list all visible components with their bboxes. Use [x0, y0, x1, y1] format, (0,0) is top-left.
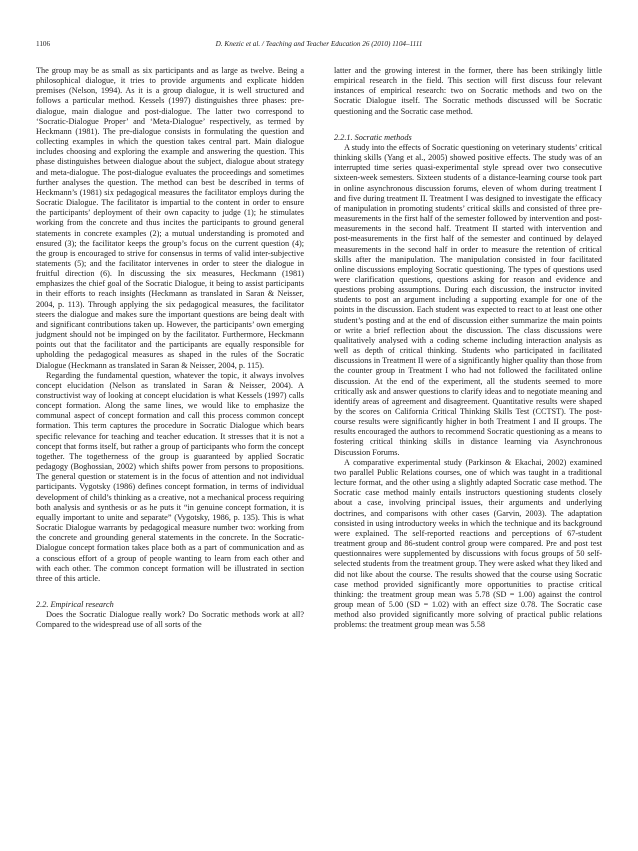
page-number: 1106	[36, 40, 51, 48]
section-heading-socratic-methods: 2.2.1. Socratic methods	[334, 132, 412, 142]
left-column	[36, 66, 304, 630]
paragraph: Does the Socratic Dialogue really work? Do Socratic methods work at all? Compared to the widespread use of all sorts of the	[36, 610, 304, 630]
right-column	[334, 66, 602, 630]
paragraph: latter and the growing interest in the former, there has been strikingly little empirical research in the field. This section will first discuss four relevant instances of empirical research: two on Socratic methods and two on the Socratic Dialogue itself. The Socratic methods discussed will be Socratic questioning and the Socratic case method.	[334, 66, 602, 116]
section-heading-empirical-research: 2.2. Empirical research	[36, 599, 114, 609]
running-header	[36, 40, 602, 52]
paragraph: Regarding the fundamental question, whatever the topic, it always involves concept elucidation (Nelson as translated in Saran & Neisser, 2004). A constructivist way of looking at concept elucidation is what Kessels (1997) calls concept formation. Along the same lines, we would like to emphasize the communal aspect of concept formation and call this process common concept formation. This term captures the procedure in Socratic Dialogue which bears specific relevance for teaching and teacher education. It stresses that it is not a concept that forms itself, but rather a group of participants who form the concept together. The togetherness of the group is guaranteed by applied Socratic pedagogy (Boghossian, 2002) which shifts power from persons to propositions. The general question or statement is in the focus of attention and not individual participants. Vygotsky (1986) defines concept formation, in terms of individual development of child’s thinking as a creative, not a mechanical process requiring both analysis and synthesis or as he puts it “in genuine concept formation, it is equally important to unite and separate” (Vygotsky, 1986, p. 135). This is what Socratic Dialogue warrants by pedagogical measure number two: working from the concrete and grounding general statements in the concrete. In the Socratic-Dialogue concept formation takes place both as a part of communication and as a conscious effort of a group of people wanting to learn from each other and with each other. The common concept formation will be illustrated in section three of this article.	[36, 370, 304, 583]
paragraph: The group may be as small as six participants and as large as twelve. Being a philosophical dialogue, it tries to provide arguments and explicate hidden premises (Nelson, 1994). As it is a group dialogue, it is well structured and follows a particular method. Kessels (1997) distinguishes three phases: pre-dialogue, main dialogue and post-dialogue. The latter two correspond to ‘Socratic-Dialogue Proper’ and ‘Meta-Dialogue’ respectively, as termed by Heckmann (1981). The pre-dialogue consists in formulating the question and collecting examples in which the question takes central part. Main dialogue includes choosing and exploring the example and answering the question. This phase distinguishes between dialogue about the subject, dialogue about strategy and meta-dialogue. The post-dialogue evaluates the proceedings and sometimes further analyses the question. The method can best be described in terms of Heckmann’s (1981) six pedagogical measures the facilitator employs during the Socratic Dialogue. The facilitator is impartial to the content in order to ensure the participants’ deployment of their own capacity to judge (1); he stimulates working from the concrete and thus incites the participants to ground general statements in concrete examples (2); a mutual understanding is promoted and ensured (3); the facilitator keeps the group’s focus on the current question (4); the group is encouraged to strive for consensus in terms of valid inter-subjective statements (5); and the facilitator intervenes in order to steer the dialogue in fruitful direction (6). In discussing the six measures, Heckmann (1981) emphasizes the chief goal of the Socratic Dialogue, it being to assist participants in their efforts to reach insights (Heckmann as translated in Saran & Neisser, 2004, p. 113). Through applying the six pedagogical measures, the facilitator steers the dialogue and makes sure the important questions are being dealt with and significant contributions taken up. However, the participants’ own emerging judgment should not be impinged on by the facilitator. Furthermore, Heckmann points out that the facilitator and the participants are equally responsible for upholding the pedagogical measures as shaped in the rules of the Socratic Dialogue (Heckmann as translated in Saran & Neisser, 2004, p. 115).	[36, 66, 304, 370]
paragraph: A comparative experimental study (Parkinson & Ekachai, 2002) examined two parallel Public Relations courses, one of which was taught in a traditional lecture format, and the other using a slightly adapted Socratic case method. The Socratic case method mainly entails instructors questioning students closely about a case, involving principal issues, their arguments and underlying doctrines, and comparisons with other cases (Garvin, 2003). The adaptation consisted in using introductory weeks in which the technique and its background were explained. The self-reported reactions and perceptions of 67-student treatment group and 86-student control group were compared. Pre and post test questionnaires were supplemented by discussions with focus groups of 50 self-selected students from the treatment group. They were asked what they liked and did not like about the course. The results showed that the course using Socratic case method provided significantly more opportunities to practise critical thinking: the treatment group mean was 5.78 (SD = 1.00) against the control group mean of 5.00 (SD = 1.02) with an effect size 0.78. The Socratic case method also provided significantly more solving of practical public relations problems: the treatment group mean was 5.58	[334, 457, 602, 630]
paragraph: A study into the effects of Socratic questioning on veterinary students’ critical thinking skills (Yang et al., 2005) showed positive effects. The study was of an interrupted time series quasi-experimental style spread over two consecutive sixteen-week semesters. Sixteen students of a distance-learning course took part in online asynchronous discussion forums, eleven of whom during treatment I and five during treatment II. Treatment I was designed to investigate the efficacy of manipulation in promoting students’ critical skills and consisted of three pre-measurements in the first half of the semester followed by intervention and post-measurements in the second half. Treatment II started with intervention and post-measurements in the first half of the semester and continued by delayed measurements in the second half in order to measure the retention of critical skills after the manipulation. The manipulation consisted in four facilitated online discussions employing Socratic questioning. The types of questions used were clarification questions, questions asking for reason and evidence and questions probing assumptions. During each discussion, the instructor invited students to post an argument including a supporting example for one of the points in the discussion. Each student was expected to react to at least one other student’s posting and at the end of discussion either summarize the main points or write a brief reflection about the discussion. The class discussions were qualitatively analysed with a coding scheme including interaction analysis as well as depth of critical thinking. Students who participated in facilitated discussions in Treatment II were of a significantly higher quality than those from the counter group in Treatment I who had not followed the facilitated online discussion. At the end of the experiment, all the students seemed to more critically ask and answer questions to clarify ideas and to negotiate meaning and identify areas of agreement and disagreement. Quantitative results were shaped by the scores on California Critical Thinking Skills Test (CCTST). The post-course results were significantly higher in both Treatment I and II groups. The results encouraged the authors to recommend Socratic questioning as a means to fostering critical thinking skills in distance learning via Asynchronous Discussion Forums.	[334, 142, 602, 457]
running-head: D. Knezic et al. / Teaching and Teacher Education 26 (2010) 1104–1111	[215, 40, 423, 48]
